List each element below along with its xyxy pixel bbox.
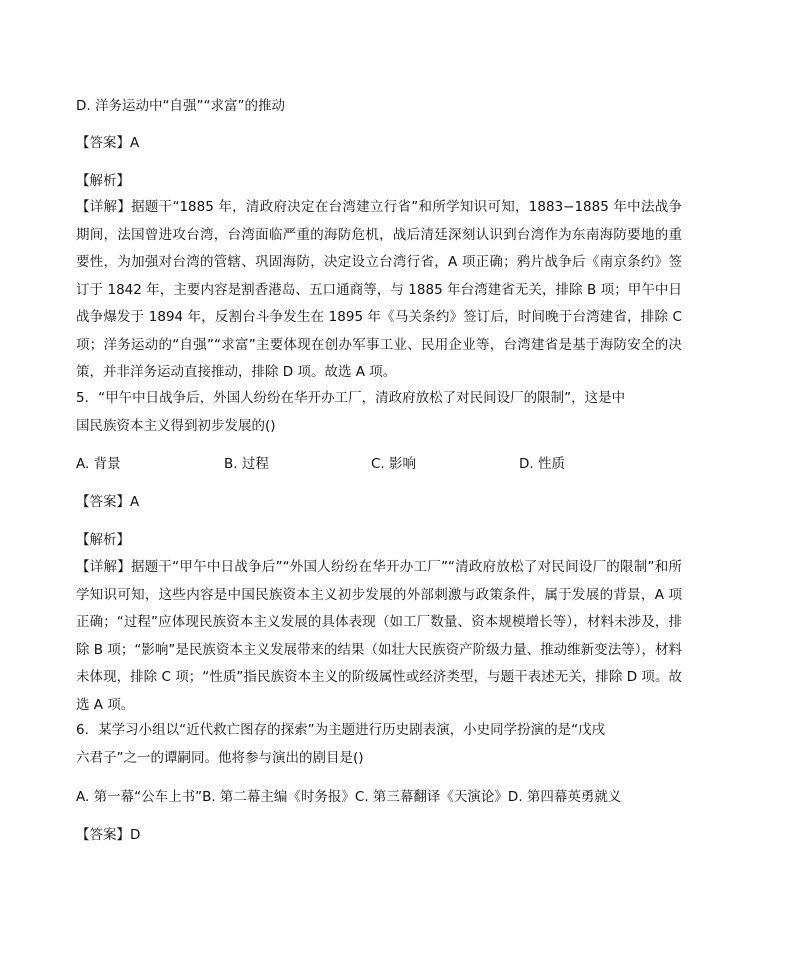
q5-stem-line2: 国民族资本主义得到初步发展的() [76,418,276,434]
q5-option-d: D. 性质 [519,456,565,472]
q6-options: A. 第一幕“公车上书”B. 第二幕主编《时务报》C. 第三幕翻译《天演论》D. 第四幕英勇就义 [76,789,622,805]
q4-answer: 【答案】A [76,135,140,151]
q5-stem-line1: 5．“甲午中日战争后，外国人纷纷在华开办工厂，清政府放松了对民间设厂的限制”，这是中 [76,390,626,406]
q5-options [76,454,696,474]
q4-option-d: D. 洋务运动中“自强”“求富”的推动 [76,98,285,114]
q5-option-c: C. 影响 [371,456,417,472]
q6-stem-line1: 6．某学习小组以“近代救亡图存的探索”为主题进行历史剧表演，小史同学扮演的是“戊戌 [76,722,606,738]
q5-analysis-label: 【解析】 [76,532,130,548]
q5-detail: 【详解】据题干“甲午中日战争后”“外国人纷纷在华开办工厂”“清政府放松了对民间设厂的限制”和所学知识可知，这些内容是中国民族资本主义初步发展的外部刺激与政策条件，属于发展的背景，A 项正确；“过程”应体现民族资本主义发展的具体表现（如工厂数量、资本规模增长等），材料未涉及，排除 B 项；“影响”是民族资本主义发展带来的结果（如壮大民族资产阶级力量、推动维新变法等），材料未体现，排除 C 项；“性质”指民族资本主义的阶级属性或经济类型，与题干表述无关，排除 D 项。故选 A 项。 [76,559,682,713]
q4-detail: 【详解】据题干“1885 年，清政府决定在台湾建立行省”和所学知识可知，1883−1885 年中法战争期间，法国曾进攻台湾，台湾面临严重的海防危机，战后清廷深刻认识到台湾作为东南海防要地的重要性，为加强对台湾的管辖、巩固海防，决定设立台湾行省，A 项正确；鸦片战争后《南京条约》签订于 1842 年，主要内容是割香港岛、五口通商等，与 1885 年台湾建省无关，排除 B 项；甲午中日战争爆发于 1894 年，反割台斗争发生在 1895 年《马关条约》签订后，时间晚于台湾建省，排除 C 项；洋务运动的“自强”“求富”主要体现在创办军事工业、民用企业等，台湾建省是基于海防安全的决策，并非洋务运动直接推动，排除 D 项。故选 A 项。 [76,199,682,380]
q5-answer: 【答案】A [76,494,140,510]
q6-answer: 【答案】D [76,827,141,843]
q6-stem-line2: 六君子”之一的谭嗣同。他将参与演出的剧目是() [76,750,364,766]
q4-analysis-label: 【解析】 [76,173,130,189]
q5-option-b: B. 过程 [224,456,269,472]
q5-option-a: A. 背景 [76,456,121,472]
